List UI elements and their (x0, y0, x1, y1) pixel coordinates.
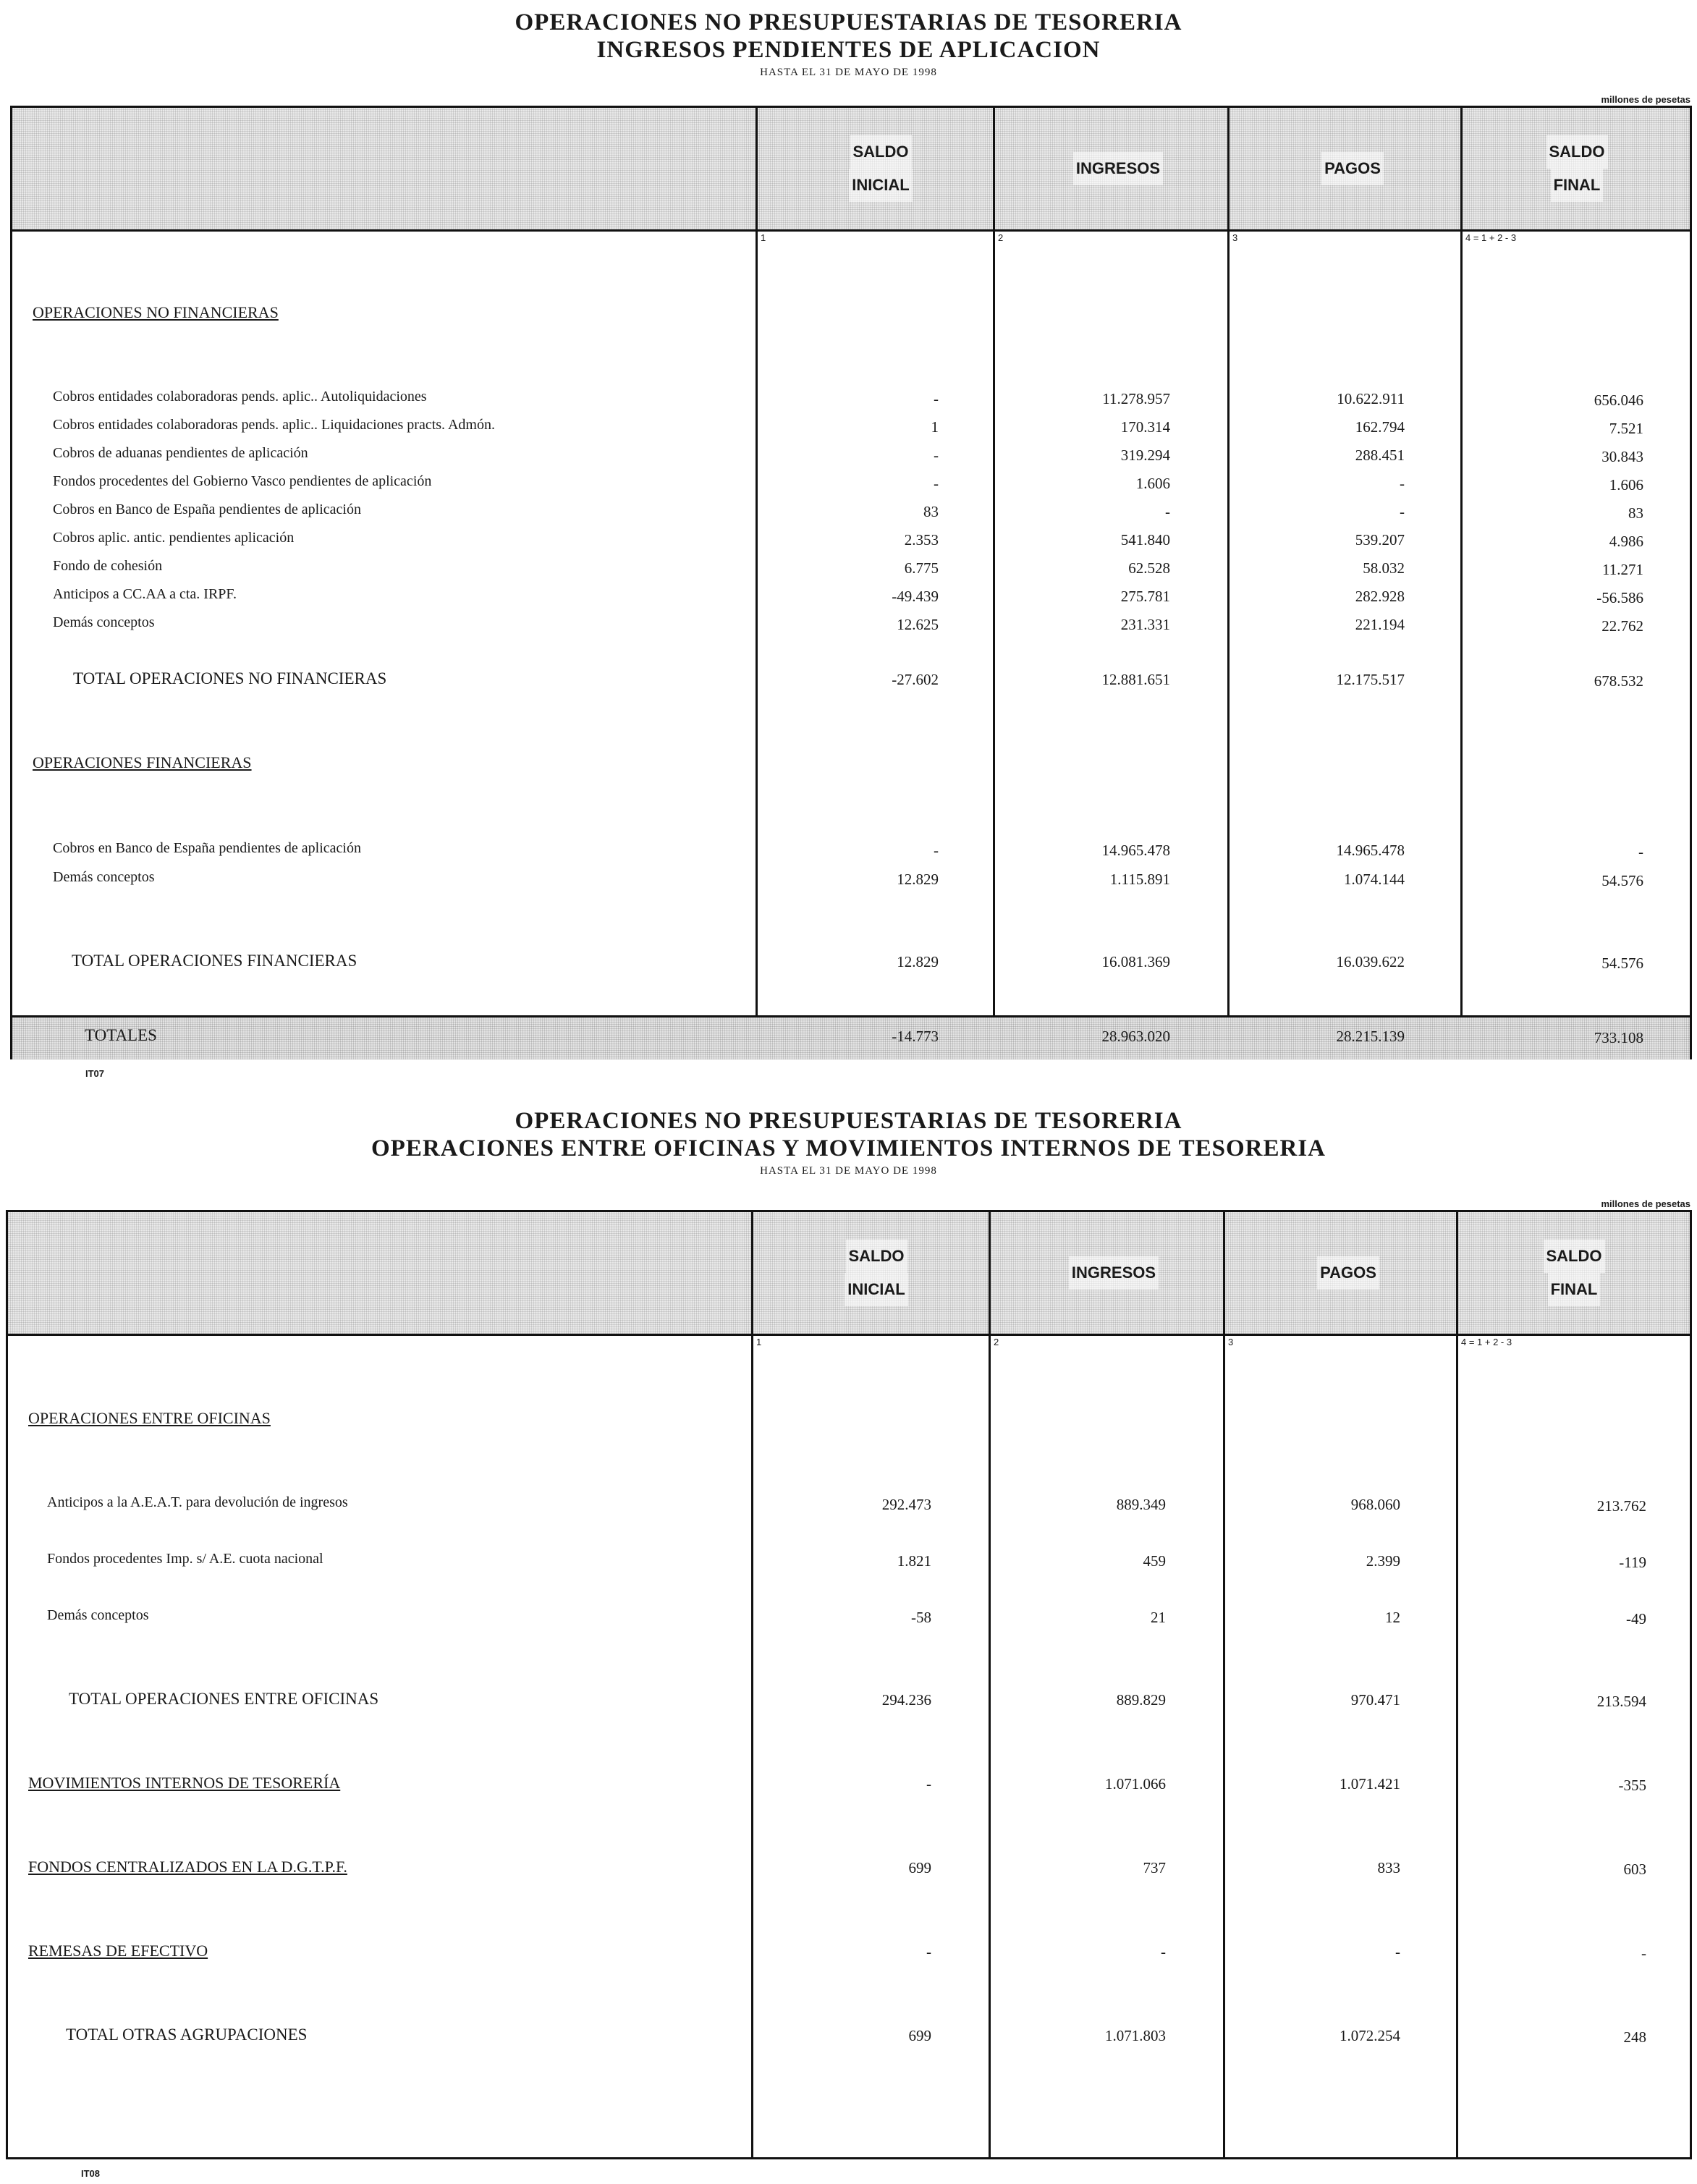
table-row-label: Cobros entidades colaboradoras pends. aplic.. Liquidaciones practs. Admón. (53, 417, 495, 433)
table-row-label: Cobros en Banco de España pendientes de aplicación (53, 840, 361, 856)
divider (751, 1212, 753, 2157)
table-cell-value: 541.840 (1120, 531, 1170, 549)
total-value: -27.602 (892, 671, 939, 688)
table-cell-value: 4.986 (1609, 533, 1643, 550)
report2-subtitle: OPERACIONES ENTRE OFICINAS Y MOVIMIENTOS INTERNOS DE TESORERIA (371, 1135, 1326, 1161)
table-cell-value: -49 (1626, 1610, 1646, 1628)
table-row-label: Anticipos a CC.AA a cta. IRPF. (53, 586, 237, 602)
section-heading: REMESAS DE EFECTIVO (28, 1942, 208, 1960)
report1-date: HASTA EL 31 DE MAYO DE 1998 (760, 67, 937, 78)
table-cell-value: 21 (1151, 1609, 1166, 1626)
table-cell-value: 288.451 (1355, 446, 1405, 464)
table-cell-value: 12.829 (897, 871, 939, 888)
total-value: 16.081.369 (1101, 953, 1170, 970)
table-cell-value: 833 (1377, 1859, 1400, 1876)
total-value: 12.175.517 (1336, 671, 1405, 688)
report1-subtitle: INGRESOS PENDIENTES DE APLICACION (596, 37, 1101, 63)
report1-header-row (12, 108, 1690, 232)
table-cell-value: 62.528 (1128, 559, 1170, 577)
section-heading: MOVIMIENTOS INTERNOS DE TESORERÍA (28, 1774, 341, 1792)
table-cell-value: 1.115.891 (1109, 871, 1170, 888)
table-cell-value: 1.606 (1135, 475, 1170, 492)
table-cell-value: 1.821 (897, 1552, 931, 1570)
report1-units: millones de pesetas (1601, 94, 1690, 105)
table-cell-value: 292.473 (881, 1496, 931, 1513)
table-cell-value: 83 (1628, 504, 1643, 522)
total-value: 699 (908, 2027, 931, 2044)
total-value: 970.471 (1350, 1691, 1400, 1709)
col-number: 3 (1232, 232, 1238, 243)
total-value: 1.071.803 (1105, 2027, 1166, 2044)
total-value: 12.881.651 (1101, 671, 1170, 688)
col-number: 4 = 1 + 2 - 3 (1461, 1337, 1512, 1347)
table-cell-value: - (934, 446, 939, 464)
table-cell-value: 889.349 (1116, 1496, 1166, 1513)
report2-header-row (8, 1212, 1690, 1336)
report1-title-block (0, 9, 1697, 80)
table-cell-value: - (934, 842, 939, 859)
col-number: 1 (761, 232, 766, 243)
header-saldo-inicial: SALDO INICIAL (758, 108, 1004, 229)
divider (1223, 1212, 1225, 2157)
total-value: 213.594 (1596, 1693, 1646, 1710)
table-cell-value: 54.576 (1601, 872, 1643, 889)
section-heading: FONDOS CENTRALIZADOS EN LA D.G.T.P.F. (28, 1858, 347, 1876)
table-cell-value: 12 (1385, 1609, 1400, 1626)
table-row-label: Fondo de cohesión (53, 558, 163, 574)
col-number: 1 (756, 1337, 762, 1347)
table-cell-value: 11.271 (1602, 561, 1643, 578)
table-cell-value: 275.781 (1120, 588, 1170, 605)
table-cell-value: 603 (1623, 1861, 1646, 1878)
total-value: 1.072.254 (1340, 2027, 1400, 2044)
col-number: 4 = 1 + 2 - 3 (1465, 232, 1517, 243)
section-heading: OPERACIONES NO FINANCIERAS (33, 303, 279, 321)
col-number: 2 (998, 232, 1004, 243)
section-heading: OPERACIONES FINANCIERAS (33, 753, 252, 771)
table-cell-value: 11.278.957 (1102, 390, 1170, 407)
header-saldo-final: SALDO FINAL (1458, 1212, 1690, 1334)
header-saldo-inicial: SALDO INICIAL (753, 1212, 999, 1334)
grand-total-label: TOTALES (85, 1026, 157, 1044)
total-value: 678.532 (1594, 672, 1643, 690)
table-cell-value: 10.622.911 (1337, 390, 1405, 407)
report2-title: OPERACIONES NO PRESUPUESTARIAS DE TESORERIA (515, 1108, 1182, 1134)
table-cell-value: 83 (923, 503, 939, 520)
table-cell-value: 12.625 (897, 616, 939, 633)
table-cell-value: -56.586 (1596, 589, 1643, 606)
table-cell-value: 699 (908, 1859, 931, 1876)
col-number: 2 (994, 1337, 999, 1347)
table-cell-value: 22.762 (1601, 617, 1643, 635)
col-number: 3 (1228, 1337, 1234, 1347)
total-row-label: TOTAL OPERACIONES FINANCIERAS (72, 952, 357, 970)
header-pagos: PAGOS (1225, 1212, 1471, 1334)
table-row-label: Fondos procedentes del Gobierno Vasco pendientes de aplicación (53, 473, 432, 489)
table-cell-value: -58 (911, 1609, 931, 1626)
table-cell-value: - (1161, 1943, 1166, 1960)
report2-units: millones de pesetas (1601, 1198, 1690, 1209)
table-cell-value: - (1638, 843, 1643, 860)
divider (1456, 1212, 1458, 2157)
table-cell-value: 14.965.478 (1336, 842, 1405, 859)
grand-total-value: 733.108 (1594, 1029, 1643, 1046)
table-cell-value: 1 (931, 418, 939, 436)
table-cell-value: - (934, 475, 939, 492)
table-cell-value: 2.399 (1366, 1552, 1400, 1570)
table-cell-value: 6.775 (904, 559, 939, 577)
report1-footer-code: IT07 (85, 1068, 105, 1079)
table-row-label: Anticipos a la A.E.A.T. para devolución de ingresos (47, 1494, 348, 1510)
table-cell-value: -355 (1618, 1777, 1646, 1794)
table-row-label: Cobros en Banco de España pendientes de aplicación (53, 501, 361, 517)
grand-totals-row (12, 1015, 1690, 1059)
report2-table (6, 1210, 1692, 2159)
table-cell-value: 459 (1143, 1552, 1166, 1570)
table-cell-value: - (926, 1775, 931, 1793)
grand-total-value: -14.773 (892, 1028, 939, 1045)
table-cell-value: - (926, 1943, 931, 1960)
report2-footer-code: IT08 (81, 2168, 101, 2179)
header-pagos: PAGOS (1230, 108, 1476, 229)
table-row-label: Cobros entidades colaboradoras pends. aplic.. Autoliquidaciones (53, 389, 427, 405)
table-row-label: Fondos procedentes Imp. s/ A.E. cuota nacional (47, 1551, 323, 1567)
table-cell-value: - (934, 390, 939, 407)
total-row-label: TOTAL OPERACIONES ENTRE OFICINAS (69, 1690, 379, 1708)
table-cell-value: 213.762 (1596, 1497, 1646, 1515)
total-value: 889.829 (1116, 1691, 1166, 1709)
total-value: 16.039.622 (1336, 953, 1405, 970)
table-cell-value: - (1641, 1944, 1646, 1962)
table-cell-value: 1.071.066 (1105, 1775, 1166, 1793)
table-cell-value: - (1395, 1943, 1400, 1960)
total-row-label: TOTAL OTRAS AGRUPACIONES (66, 2026, 308, 2044)
total-value: 54.576 (1601, 955, 1643, 972)
section-heading: OPERACIONES ENTRE OFICINAS (28, 1409, 271, 1427)
table-cell-value: 14.965.478 (1101, 842, 1170, 859)
table-cell-value: 231.331 (1120, 616, 1170, 633)
divider (756, 108, 758, 1057)
divider (1227, 108, 1230, 1057)
report2-title-block (0, 1107, 1697, 1178)
table-cell-value: 319.294 (1120, 446, 1170, 464)
report2-date: HASTA EL 31 DE MAYO DE 1998 (760, 1165, 937, 1177)
table-cell-value: - (1400, 503, 1405, 520)
grand-total-value: 28.963.020 (1101, 1028, 1170, 1045)
divider (1460, 108, 1463, 1057)
table-cell-value: 30.843 (1601, 448, 1643, 465)
header-saldo-final: SALDO FINAL (1463, 108, 1691, 229)
table-cell-value: 221.194 (1355, 616, 1405, 633)
report1-table (10, 106, 1692, 1059)
total-row-label: TOTAL OPERACIONES NO FINANCIERAS (73, 669, 387, 687)
report1-title: OPERACIONES NO PRESUPUESTARIAS DE TESORERIA (515, 9, 1182, 35)
total-value: 248 (1623, 2028, 1646, 2046)
table-cell-value: 2.353 (904, 531, 939, 549)
table-row-label: Cobros de aduanas pendientes de aplicación (53, 445, 308, 461)
table-row-label: Cobros aplic. antic. pendientes aplicación (53, 530, 295, 546)
table-cell-value: 282.928 (1355, 588, 1405, 605)
table-cell-value: - (1165, 503, 1170, 520)
table-cell-value: 1.606 (1609, 476, 1643, 494)
table-cell-value: 7.521 (1609, 420, 1643, 437)
divider (993, 108, 995, 1057)
table-cell-value: -119 (1619, 1554, 1646, 1571)
table-cell-value: 58.032 (1363, 559, 1405, 577)
header-ingresos: INGRESOS (991, 1212, 1237, 1334)
table-row-label: Demás conceptos (47, 1607, 149, 1623)
table-cell-value: 656.046 (1594, 391, 1643, 409)
grand-total-value: 28.215.139 (1336, 1028, 1405, 1045)
total-value: 12.829 (897, 953, 939, 970)
table-row-label: Demás conceptos (53, 614, 155, 630)
table-cell-value: 968.060 (1350, 1496, 1400, 1513)
table-cell-value: 1.071.421 (1340, 1775, 1400, 1793)
header-ingresos: INGRESOS (995, 108, 1241, 229)
table-cell-value: - (1400, 475, 1405, 492)
table-cell-value: 170.314 (1120, 418, 1170, 436)
total-value: 294.236 (881, 1691, 931, 1709)
table-cell-value: 1.074.144 (1344, 871, 1405, 888)
table-cell-value: -49.439 (892, 588, 939, 605)
table-cell-value: 539.207 (1355, 531, 1405, 549)
table-cell-value: 162.794 (1355, 418, 1405, 436)
divider (989, 1212, 991, 2157)
table-row-label: Demás conceptos (53, 869, 155, 885)
table-cell-value: 737 (1143, 1859, 1166, 1876)
